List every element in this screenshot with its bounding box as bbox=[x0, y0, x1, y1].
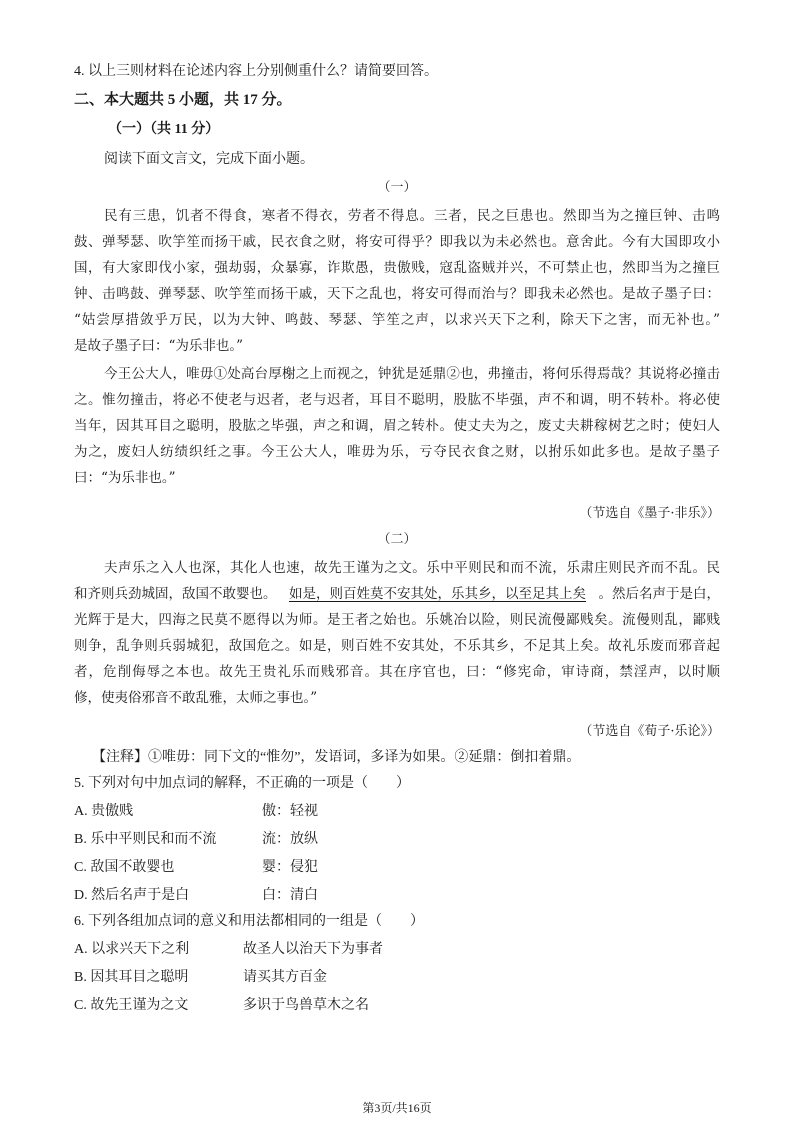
q6-option-b-left: B. 因其耳目之聪明 bbox=[74, 970, 189, 985]
question-5-stem: 5. 下列对句中加点词的解释，不正确的一项是（ ） bbox=[74, 776, 410, 791]
q6-option-c-right: 多识于鸟兽草木之名 bbox=[243, 998, 369, 1013]
passage-2-text: 。然后名声于是白， bbox=[598, 586, 720, 602]
passage-2-heading: （二） bbox=[377, 532, 417, 547]
part-1-title: （一）（共 11 分） bbox=[108, 122, 220, 137]
passage-1-para2-line: 之。惟勿撞击，将必不使老与迟者，老与迟者，耳目不聪明，股肱不毕强，声不和调，明不转朴。将必使 bbox=[74, 392, 720, 408]
passage-2-underlined-line bbox=[74, 584, 720, 604]
passage-1-para2-line: 今王公大人，唯毋①处高台厚榭之上而视之，钟犹是延鼎②也，弗撞击，将何乐得焉哉？其说将必撞击 bbox=[104, 366, 720, 382]
page-footer: 第3页/共16页 bbox=[362, 1101, 432, 1115]
q6-option-b-right: 请买其方百金 bbox=[243, 970, 327, 985]
question-4: 4. 以上三则材料在论述内容上分别侧重什么？请简要回答。 bbox=[74, 64, 438, 79]
underlined-sentence: 如是，则百姓莫不安其处，乐其乡，以至足其上矣 bbox=[289, 586, 586, 602]
passage-1-line: 民有三患，饥者不得食，寒者不得衣，劳者不得息。三者，民之巨患也。然即当为之撞巨钟、击鸣 bbox=[104, 208, 720, 224]
passage-1-para2-line: 当年，因其耳目之聪明，股肱之毕强，声之和调，眉之转朴。使丈夫为之，废丈夫耕稼树艺之时；使妇人 bbox=[74, 418, 720, 434]
passage-1-line: “姑尝厚措敛乎万民，以为大钟、鸣鼓、琴瑟、竽笙之声，以求兴天下之利，除天下之害，而无补也。” bbox=[74, 312, 720, 328]
passage-1-line: 钟、击鸣鼓、弹琴瑟、吹竽笙而扬干戚，天下之乱也，将安可得而治与？即我未必然也。是故子墨子曰： bbox=[74, 286, 720, 302]
q6-option-a-right: 故圣人以治天下为事者 bbox=[243, 942, 383, 957]
q5-option-c: C. 敌国不敢婴也 bbox=[74, 860, 175, 875]
q5-option-a: A. 贵傲贱 bbox=[74, 804, 134, 819]
passage-1-line: 国，有大家即伐小家，强劫弱，众暴寡，诈欺愚，贵傲贱，寇乱盗贼并兴，不可禁止也，然即当为之撞巨 bbox=[74, 260, 720, 276]
q5-option-a-explain: 傲：轻视 bbox=[262, 804, 318, 819]
passage-1-line: 是故子墨子曰：“为乐非也。” bbox=[74, 338, 244, 354]
passage-2-line: 者，危削侮辱之本也。故先王贵礼乐而贱邪音。其在序官也，曰：“修宪命，审诗商，禁淫声，以时顺 bbox=[74, 664, 720, 680]
passage-2-line: 修，使夷俗邪音不敢乱雅，太师之事也。” bbox=[74, 690, 318, 706]
q6-option-c-left: C. 故先王谨为之文 bbox=[74, 998, 189, 1013]
passage-1-heading: （一） bbox=[377, 180, 417, 195]
passage-2-source: （节选自《荀子·乐论》） bbox=[579, 724, 720, 739]
q5-option-b: B. 乐中平则民和而不流 bbox=[74, 832, 217, 847]
section-2-title: 二、本大题共 5 小题，共 17 分。 bbox=[74, 92, 292, 108]
passage-1-line: 鼓、弹琴瑟、吹竽笙而扬干戚，民衣食之财，将安可得乎？即我以为未必然也。意舍此。今有大国即攻小 bbox=[74, 234, 720, 250]
passage-2-text: 和齐则兵劲城固，敌国不敢婴也。 bbox=[74, 586, 277, 602]
q6-option-a-left: A. 以求兴天下之利 bbox=[74, 942, 190, 957]
passage-1-para2-line: 曰：“为乐非也。” bbox=[74, 470, 176, 486]
question-6-stem: 6. 下列各组加点词的意义和用法都相同的一组是（ ） bbox=[74, 914, 424, 929]
annotation-note: 【注释】①唯毋：同下文的“惟勿”，发语词，多译为如果。②延鼎：倒扣着鼎。 bbox=[92, 750, 581, 765]
q5-option-b-explain: 流：放纵 bbox=[262, 832, 318, 847]
passage-1-source: （节选自《墨子·非乐》） bbox=[579, 506, 720, 521]
reading-instruction: 阅读下面文言文，完成下面小题。 bbox=[104, 152, 314, 167]
q5-option-d: D. 然后名声于是白 bbox=[74, 888, 190, 903]
passage-1-para2-line: 为之，废妇人纺绩织纴之事。今王公大人，唯毋为乐，亏夺民衣食之财，以拊乐如此多也。是故子墨子 bbox=[74, 444, 720, 460]
passage-2-line: 则争，乱争则兵弱城犯，敌国危之。如是，则百姓不安其处，不乐其乡，不足其上矣。故礼乐废而邪音起 bbox=[74, 638, 720, 654]
q5-option-c-explain: 婴：侵犯 bbox=[262, 860, 318, 875]
passage-2-line: 夫声乐之入人也深，其化人也速，故先王谨为之文。乐中平则民和而不流，乐肃庄则民齐而不乱。民 bbox=[104, 560, 720, 576]
q5-option-d-explain: 白：清白 bbox=[262, 888, 318, 903]
passage-2-line: 光辉于是大，四海之民莫不愿得以为师。是王者之始也。乐姚冶以险，则民流僈鄙贱矣。流僈则乱，鄙贱 bbox=[74, 612, 720, 628]
